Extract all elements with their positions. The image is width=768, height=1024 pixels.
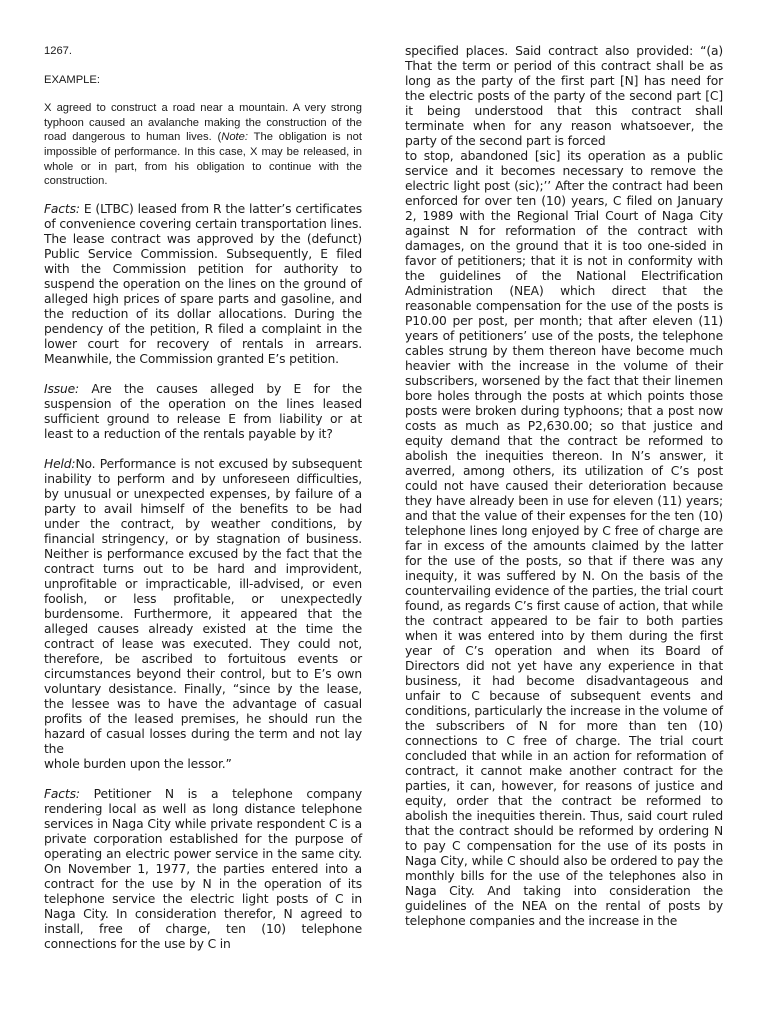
case1-held-text: No. Performance is not excused by subsequent inability to perform and by unforeseen difficulties, by unusual or unexpected expenses, by failure of a party to avail himself of the benefits to be had under the contract, by weather conditions, by financial stringency, or by stagnation of business. Neither is performance excused by the fact that the contract turns out to be hard and improvident, unprofitable or impracticable, ill-advised, or even foolish, or less profitable, or unexpectedly burdensome. Furthermore, it appeared that the alleged causes already existed at the time the contract of lease was executed. They could not, therefore, be ascribed to fortuitous events or circumstances beyond their control, but to E’s own voluntary desistance. Finally, “since by the lease, the lessee was to have the advantage of casual profits of the leased premises, he should run the hazard of casual losses during the term and not lay the <box>44 456 362 756</box>
case1-facts-label: Facts: <box>44 201 80 216</box>
case2-continued-first: specified places. Said contract also provided: “(a) That the term or period of this contract shall be as long as the party of the first part [N] has need for the electric posts of the party of the second part [C] it being understood that this contract shall terminate when for any reason whatsoever, the party of the second part is forced <box>405 44 723 148</box>
case1-issue-paragraph <box>44 382 362 442</box>
note-label: Note: <box>221 131 248 144</box>
right-column <box>405 44 723 929</box>
case1-held-label: Held: <box>44 456 76 471</box>
case2-facts-label: Facts: <box>44 786 80 801</box>
case1-issue-label: Issue: <box>44 381 80 396</box>
example-label: EXAMPLE: <box>44 73 100 86</box>
example-paragraph <box>44 101 362 189</box>
example-text-start: X agreed to construct a road near a mountain. A very strong typhoon caused an avalanche making the construction of the road dangerous to human lives. ( <box>44 102 362 144</box>
case2-facts-text: Petitioner N is a telephone company rendering local as well as long distance telephone services in Naga City while private respondent C is a private corporation established for the purpose of operating an electric power service in the same city. On November 1, 1977, the parties entered into a contract for the use by N in the operation of its telephone service the electric light posts of C in Naga City. In consideration therefor, N agreed to install, free of charge, ten (10) telephone connections for the use by C in <box>44 786 362 951</box>
case1-held-last-line: whole burden upon the lessor.” <box>44 756 232 771</box>
left-column <box>44 44 362 952</box>
case2-facts-paragraph <box>44 787 362 952</box>
case1-issue-text: Are the causes alleged by E for the suspension of the operation on the lines leased sufficient ground to release E from liability or at least to a reduction of the rentals payable by it? <box>44 381 362 441</box>
page-number: 1267. <box>44 45 72 57</box>
case1-facts-paragraph <box>44 202 362 367</box>
case1-held-paragraph <box>44 457 362 757</box>
case2-continued-main: to stop, abandoned [sic] its operation as a public service and it becomes necessary to remove the electric light post (sic);’’ After the contract had been enforced for over ten (10) years, C filed on January 2, 1989 with the Regional Trial Court of Naga City against N for reformation of the contract with damages, on the ground that it is too one-sided in favor of petitioners; that it is not in conformity with the guidelines of the National Electrification Administration (NEA) which direct that the reasonable compensation for the use of the posts is P10.00 per post, per month; that after eleven (11) years of petitioners’ use of the posts, the telephone cables strung by them thereon have become much heavier with the increase in the volume of their subscribers, worsened by the fact that their linemen bore holes through the posts at which points those posts were broken during typhoons; that a post now costs as much as P2,630.00; so that justice and equity demand that the contract be reformed to abolish the inequities thereon. In N’s answer, it averred, among others, its utilization of C’s post could not have caused their deterioration because they have already been in use for eleven (11) years; and that the value of their expenses for the ten (10) telephone lines long enjoyed by C free of charge are far in excess of the amounts claimed by the latter for the use of the posts, so that if there was any inequity, it was suffered by N. On the basis of the countervailing evidence of the parties, the trial court found, as regards C’s first cause of action, that while the contract appeared to be fair to both parties when it was entered into by them during the first year of C’s operation and when its Board of Directors did not yet have any experience in that business, it had become disadvantageous and unfair to C because of subsequent events and conditions, particularly the increase in the volume of the subscribers of N for more than ten (10) connections to C free of charge. The trial court concluded that while in an action for reformation of contract, it cannot make another contract for the parties, it can, however, for reasons of justice and equity, order that the contract be reformed to abolish the inequities therein. Thus, said court ruled that the contract should be reformed by ordering N to pay C compensation for the use of its posts in Naga City, while C should also be ordered to pay the monthly bills for the use of the telephones also in Naga City. And taking into consideration the guidelines of the NEA on the rental of posts by telephone companies and the increase in the <box>405 149 723 928</box>
case1-facts-text: E (LTBC) leased from R the latter’s certificates of convenience covering certain transportation lines. The lease contract was approved by the (defunct) Public Service Commission. Subsequently, E filed with the Commission petition for authority to suspend the operation on the lines on the ground of alleged high prices of spare parts and gasoline, and the reduction of its dollar allocations. During the pendency of the petition, R filed a complaint in the lower court for recovery of rentals in arrears. Meanwhile, the Commission granted E’s petition. <box>44 201 362 366</box>
example-text-end: The obligation is not impossible of performance. In this case, X may be released, in whole or in part, from his obligation to continue with the construction. <box>44 131 362 188</box>
